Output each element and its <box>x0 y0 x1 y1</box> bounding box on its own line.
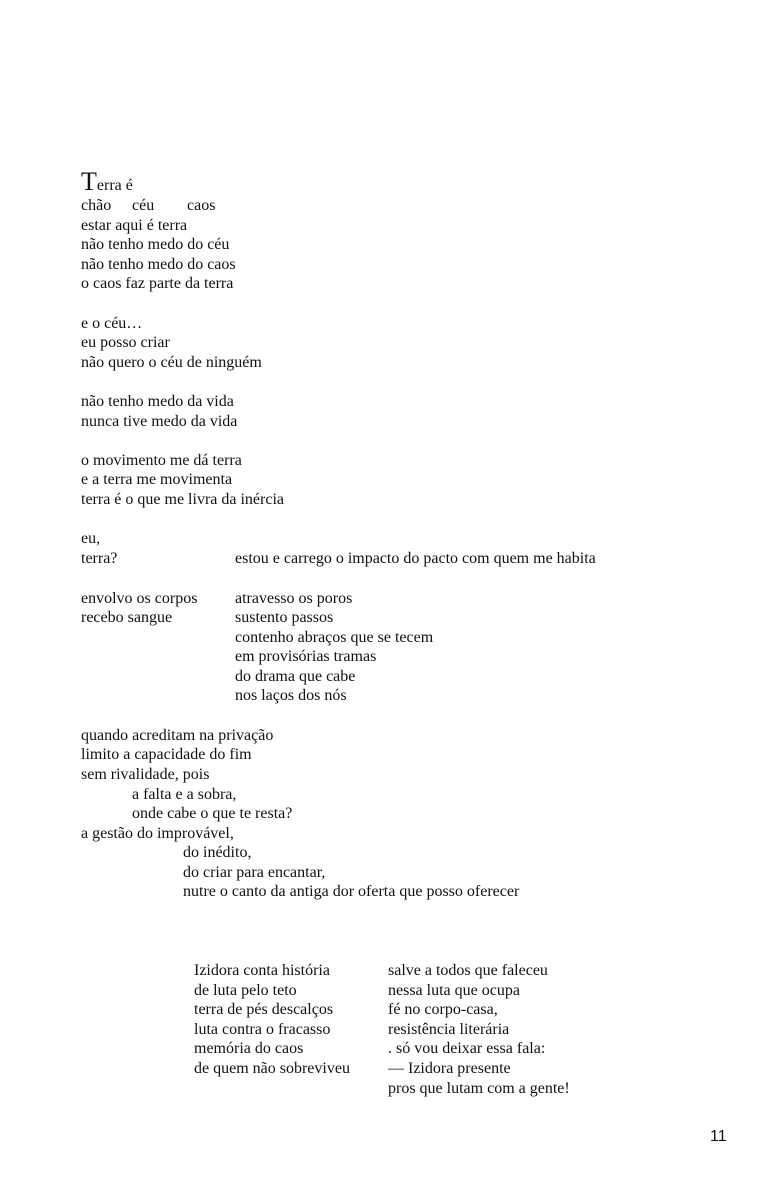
coda-line: pros que lutam com a gente! <box>388 1080 570 1097</box>
coda-line: de luta pelo teto <box>194 982 297 999</box>
poem-line: não tenho medo da vida <box>81 393 234 410</box>
poem-line: atravesso os poros <box>235 590 353 607</box>
poem-line: o caos faz parte da terra <box>81 275 234 292</box>
coda-line: luta contra o fracasso <box>194 1021 331 1038</box>
coda-line: terra de pés descalços <box>194 1001 334 1018</box>
poem-line: e o céu… <box>81 315 143 332</box>
poem-line: nos laços dos nós <box>235 687 347 704</box>
poem-line: eu, <box>81 530 101 547</box>
poem-line: recebo sangue <box>81 609 173 626</box>
poem-line: do inédito, <box>183 844 252 861</box>
title-drop-cap: T <box>81 167 97 196</box>
poem-line: nutre o canto da antiga dor oferta que posso oferecer <box>183 883 520 900</box>
poem-line: em provisórias tramas <box>235 648 377 665</box>
page-number: 11 <box>710 1128 727 1145</box>
poem-line: chão <box>81 197 112 214</box>
coda-line: — Izidora presente <box>388 1060 511 1077</box>
coda-line: . só vou deixar essa fala: <box>388 1040 546 1057</box>
poem-line: eu posso criar <box>81 334 170 351</box>
poem-line: não tenho medo do caos <box>81 256 236 273</box>
coda-line: memória do caos <box>194 1040 304 1057</box>
poem-line: terra? <box>81 550 118 567</box>
poem-line: estar aqui é terra <box>81 217 188 234</box>
poem-line: quando acreditam na privação <box>81 727 274 744</box>
poem-line: do criar para encantar, <box>183 864 326 881</box>
poem-line: caos <box>187 197 216 214</box>
poem-title <box>81 167 133 196</box>
poem-line: céu <box>132 197 155 214</box>
coda-line: de quem não sobreviveu <box>194 1060 350 1077</box>
coda-line: salve a todos que faleceu <box>388 962 548 979</box>
coda-line: nessa luta que ocupa <box>388 982 520 999</box>
poem-line: do drama que cabe <box>235 668 356 685</box>
coda-line: fé no corpo-casa, <box>388 1001 498 1018</box>
poem-line: a falta e a sobra, <box>132 786 237 803</box>
coda-line: resistência literária <box>388 1021 510 1038</box>
poem-line: terra é o que me livra da inércia <box>81 491 284 508</box>
title-rest: erra é <box>96 177 133 194</box>
poem-line: o movimento me dá terra <box>81 452 242 469</box>
coda-line: Izidora conta história <box>194 962 330 979</box>
poem-line: a gestão do improvável, <box>81 825 234 842</box>
poem-line: estou e carrego o impacto do pacto com quem me habita <box>235 550 596 567</box>
poem-line: limito a capacidade do fim <box>81 746 252 763</box>
poem-line: e a terra me movimenta <box>81 471 233 488</box>
poem-line: envolvo os corpos <box>81 590 198 607</box>
poem-line: sustento passos <box>235 609 334 626</box>
poem-line: não quero o céu de ninguém <box>81 354 262 371</box>
poem-line: onde cabe o que te resta? <box>132 805 293 822</box>
poem-line: contenho abraços que se tecem <box>235 629 434 646</box>
poem-line: não tenho medo do céu <box>81 236 230 253</box>
poem-line: nunca tive medo da vida <box>81 413 238 430</box>
poem-line: sem rivalidade, pois <box>81 766 210 783</box>
